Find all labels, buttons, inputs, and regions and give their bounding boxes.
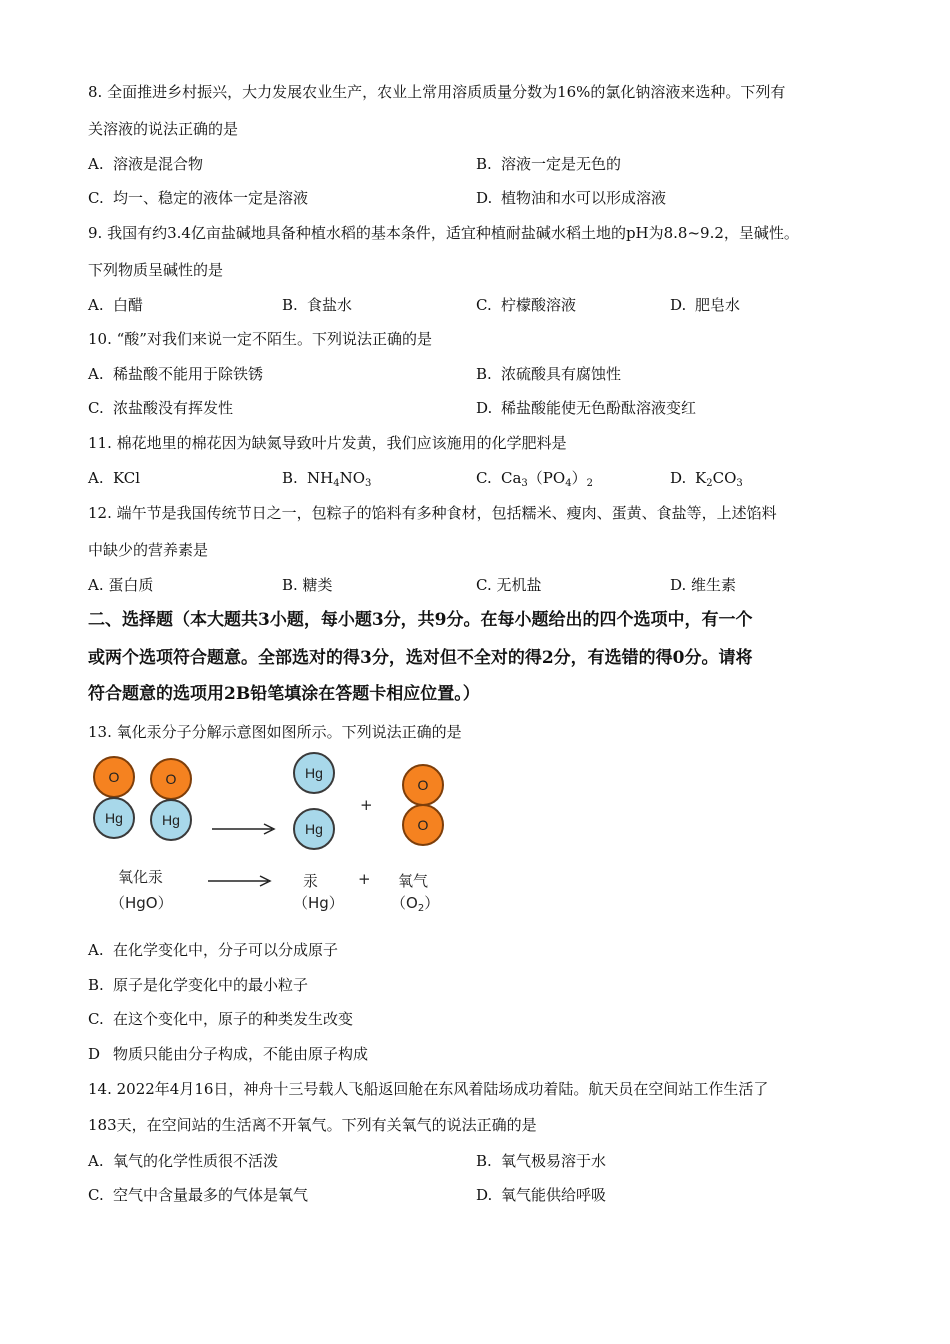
option-label: D. — [476, 399, 493, 417]
reaction-arrow-icon — [210, 822, 280, 836]
q14-option-b — [476, 1151, 606, 1171]
option-label: C. — [88, 1186, 104, 1204]
oxygen-atom: O — [150, 758, 192, 800]
word-arrow-icon — [206, 874, 276, 888]
option-text: 氧气能供给呼吸 — [501, 1186, 607, 1204]
option-label: C. — [476, 469, 492, 487]
q14-option-d — [476, 1185, 606, 1205]
option-label: B. — [476, 1152, 492, 1170]
q8-option-a — [88, 154, 203, 174]
oxygen-atom: O — [402, 764, 444, 806]
q11-option-c — [476, 468, 593, 488]
q14-option-a — [88, 1151, 278, 1171]
option-label: C. — [88, 1010, 104, 1028]
q13-stem: 13. 氧化汞分子分解示意图如图所示。下列说法正确的是 — [88, 723, 462, 741]
q12-option-c: C. 无机盐 — [476, 576, 542, 594]
q9-stem-line1: 9. 我国有约3.4亿亩盐碱地具备种植水稻的基本条件，适宜种植耐盐碱水稻土地的pH为8.8~9.2，呈碱性。 — [88, 224, 799, 242]
option-text: 白醋 — [113, 296, 144, 314]
q9-stem-line2: 下列物质呈碱性的是 — [88, 261, 224, 279]
option-text: 食盐水 — [307, 296, 353, 314]
q9-option-c — [476, 295, 576, 315]
caption-hg-name: 汞 — [303, 872, 319, 890]
hgo-decomposition-diagram — [88, 752, 458, 920]
q10-option-b — [476, 364, 621, 384]
q9-option-a — [88, 295, 143, 315]
caption-o2-formula: $(O_2)$ — [391, 894, 440, 914]
q11-option-a — [88, 468, 140, 488]
q8-option-c — [88, 188, 308, 208]
option-text: 空气中含量最多的气体是氧气 — [113, 1186, 309, 1204]
q9-option-b — [282, 295, 352, 315]
option-text: 浓硫酸具有腐蚀性 — [501, 365, 622, 383]
q10-option-c — [88, 398, 233, 418]
q13-option-d — [88, 1044, 368, 1064]
option-text: 植物油和水可以形成溶液 — [501, 189, 667, 207]
option-label: D. — [476, 1186, 493, 1204]
option-text: 稀盐酸不能用于除铁锈 — [113, 365, 264, 383]
section2-heading-line3: 符合题意的选项用2B铅笔填涂在答题卡相应位置。） — [88, 684, 480, 704]
option-text: KCl — [113, 469, 141, 487]
q8-option-b — [476, 154, 621, 174]
mercury-atom: Hg — [293, 752, 335, 794]
caption-hg-formula: （Hg） — [293, 894, 344, 912]
option-label: A. — [88, 941, 104, 959]
caption-hgo-formula: （HgO） — [110, 894, 173, 912]
section2-heading-line2: 或两个选项符合题意。全部选对的得3分，选对但不全对的得2分，有选错的得0分。请将 — [88, 648, 753, 668]
q9-option-d — [670, 295, 740, 315]
option-text: 在化学变化中，分子可以分成原子 — [113, 941, 339, 959]
option-text: 氧气极易溶于水 — [501, 1152, 607, 1170]
oxygen-atom: O — [93, 756, 135, 798]
formula-ca3po42: $Ca_3(PO_4)_2$ — [501, 469, 593, 489]
q8-stem-line2: 关溶液的说法正确的是 — [88, 120, 239, 138]
q12-option-a: A. 蛋白质 — [88, 576, 154, 594]
q10-stem: 10. “酸”对我们来说一定不陌生。下列说法正确的是 — [88, 330, 432, 348]
option-label: A. — [88, 1152, 104, 1170]
option-label: D. — [670, 469, 687, 487]
q10-option-a — [88, 364, 263, 384]
option-text: 稀盐酸能使无色酚酞溶液变红 — [501, 399, 697, 417]
q11-option-b — [282, 468, 371, 488]
oxygen-atom: O — [402, 804, 444, 846]
mercury-atom: Hg — [150, 799, 192, 841]
q14-stem-line1: 14. 2022年4月16日，神舟十三号载人飞船返回舱在东风着陆场成功着陆。航天员在空间站工作生活了 — [88, 1080, 769, 1098]
option-text: 溶液一定是无色的 — [501, 155, 622, 173]
option-label: A. — [88, 365, 104, 383]
formula-nh4no3: $NH_4NO_3$ — [307, 469, 372, 489]
option-text: 均一、稳定的液体一定是溶液 — [113, 189, 309, 207]
option-text: 原子是化学变化中的最小粒子 — [113, 976, 309, 994]
option-text: 氧气的化学性质很不活泼 — [113, 1152, 279, 1170]
caption-hgo-name: 氧化汞 — [118, 868, 164, 886]
q14-option-c — [88, 1185, 308, 1205]
option-text: 柠檬酸溶液 — [501, 296, 577, 314]
q10-option-d — [476, 398, 696, 418]
option-label: D. — [670, 296, 687, 314]
option-label: A. — [88, 155, 104, 173]
caption-o2-name: 氧气 — [398, 872, 429, 890]
plus-sign: + — [360, 796, 373, 814]
option-label: B. — [282, 469, 298, 487]
q12-stem-line1: 12. 端午节是我国传统节日之一，包粽子的馅料有多种食材，包括糯米、瘦肉、蛋黄、食盐等，上述馅料 — [88, 504, 777, 522]
q12-stem-line2: 中缺少的营养素是 — [88, 541, 209, 559]
q13-option-b — [88, 975, 308, 995]
option-label: B. — [282, 296, 298, 314]
q11-option-d — [670, 468, 743, 488]
q11-stem: 11. 棉花地里的棉花因为缺氮导致叶片发黄，我们应该施用的化学肥料是 — [88, 434, 567, 452]
option-text: 物质只能由分子构成，不能由原子构成 — [113, 1045, 369, 1063]
q12-option-d: D. 维生素 — [670, 576, 737, 594]
option-label: C. — [88, 189, 104, 207]
option-text: 在这个变化中，原子的种类发生改变 — [113, 1010, 354, 1028]
q8-option-d — [476, 188, 666, 208]
mercury-atom: Hg — [293, 808, 335, 850]
option-label: B. — [88, 976, 104, 994]
mercury-atom: Hg — [93, 797, 135, 839]
option-label: A. — [88, 469, 104, 487]
q8-stem-line1: 8. 全面推进乡村振兴，大力发展农业生产，农业上常用溶质质量分数为16%的氯化钠溶液来选种。下列有 — [88, 83, 786, 101]
option-label: C. — [88, 399, 104, 417]
option-label: C. — [476, 296, 492, 314]
plus-sign: + — [358, 870, 371, 888]
option-text: 溶液是混合物 — [113, 155, 204, 173]
option-label: D — [88, 1045, 101, 1063]
option-text: 浓盐酸没有挥发性 — [113, 399, 234, 417]
q14-stem-line2: 183天，在空间站的生活离不开氧气。下列有关氧气的说法正确的是 — [88, 1116, 537, 1134]
option-label: B. — [476, 365, 492, 383]
q12-option-b: B. 糖类 — [282, 576, 333, 594]
option-label: B. — [476, 155, 492, 173]
option-text: 肥皂水 — [695, 296, 741, 314]
q13-option-c — [88, 1009, 353, 1029]
q13-option-a — [88, 940, 338, 960]
option-label: D. — [476, 189, 493, 207]
formula-k2co3: $K_2CO_3$ — [695, 469, 743, 489]
section2-heading-line1: 二、选择题（本大题共3小题，每小题3分，共9分。在每小题给出的四个选项中，有一个 — [88, 610, 753, 630]
option-label: A. — [88, 296, 104, 314]
